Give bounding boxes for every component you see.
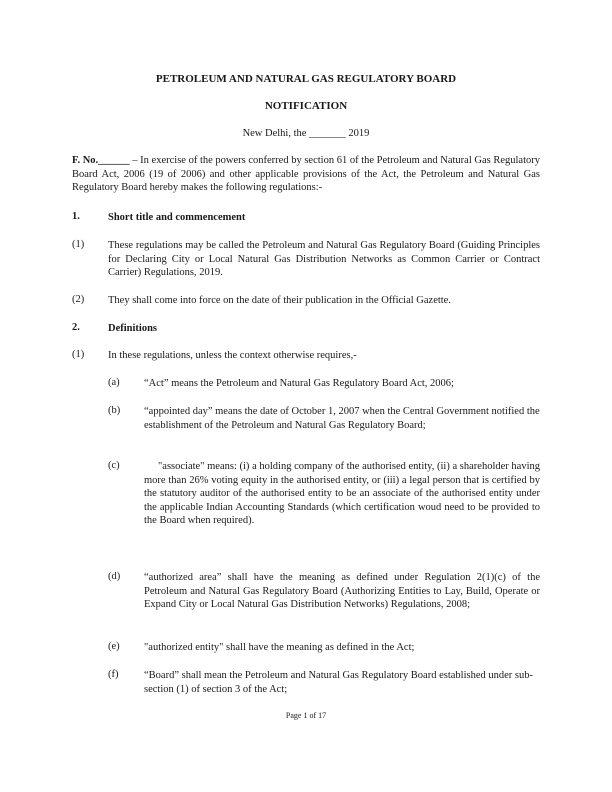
preamble-paragraph [72, 154, 540, 195]
preamble-text: – In exercise of the powers conferred by section 61 of the Petroleum and Natural Gas Regulatory Board Act, 2006 (19 of 2006) and other applicable provisions of the Act, the Petroleum and Natural Gas Regulatory Board hereby makes the following regulations:- [72, 155, 540, 193]
file-number-label: F. No.______ [72, 155, 130, 166]
section-1-number: 1. [72, 211, 80, 222]
definition-text: "associate" means: (i) a holding company of the authorised entity, (ii) a shareholder having more than 26% voting equity in the authorised entity, or (iii) a legal person that is certified by the statutory auditor of the authorised entity to be an associate of the authorised entity under the applicable Indian Accounting Standards (which certification woud need to be provided to the Board when required). [144, 461, 540, 526]
notification-heading: NOTIFICATION [264, 100, 348, 112]
page-number: Page 1 of 17 [285, 711, 327, 720]
definition-marker: (f) [108, 669, 119, 680]
definition-text: “Act” means the Petroleum and Natural Gas Regulatory Board Act, 2006; [144, 378, 454, 389]
definition-text: “authorized area” shall have the meaning as defined under Regulation 2(1)(c) of the Petroleum and Natural Gas Regulatory Board (Authorizing Entities to Lay, Build, Operate or Expand City or Local Natural Gas Distribution Networks) Regulations, 2008; [144, 572, 540, 610]
definition-marker: (d) [108, 571, 121, 582]
section-2-heading: Definitions [108, 323, 158, 334]
section-2-number: 2. [72, 322, 80, 333]
definition-marker: (a) [108, 377, 120, 388]
clause-marker: (1) [72, 349, 85, 360]
definition-marker: (b) [108, 405, 121, 416]
definition-text: "authorized entity" shall have the meaning as defined in the Act; [144, 642, 415, 653]
clause-marker: (2) [72, 294, 85, 305]
clause-marker: (1) [72, 239, 85, 250]
section-1-heading: Short title and commencement [108, 212, 246, 223]
definition-marker: (c) [108, 460, 120, 471]
definition-marker: (e) [108, 641, 120, 652]
clause-text: They shall come into force on the date of their publication in the Official Gazette. [108, 295, 451, 306]
place-date: New Delhi, the _______ 2019 [242, 128, 370, 139]
clause-text: These regulations may be called the Petroleum and Natural Gas Regulatory Board (Guiding Principles for Declaring City or Local Natural Gas Distribution Networks as Common Carrier or Contract Carrier) Regulations, 2019. [108, 240, 540, 278]
board-title: PETROLEUM AND NATURAL GAS REGULATORY BOARD [155, 73, 457, 85]
definitions-intro: In these regulations, unless the context otherwise requires,- [108, 350, 357, 361]
definition-text: “appointed day” means the date of October 1, 2007 when the Central Government notified the establishment of the Petroleum and Natural Gas Regulatory Board; [144, 406, 540, 431]
definition-text: “Board” shall mean the Petroleum and Natural Gas Regulatory Board established under sub-section (1) of section 3 of the Act; [144, 670, 533, 695]
